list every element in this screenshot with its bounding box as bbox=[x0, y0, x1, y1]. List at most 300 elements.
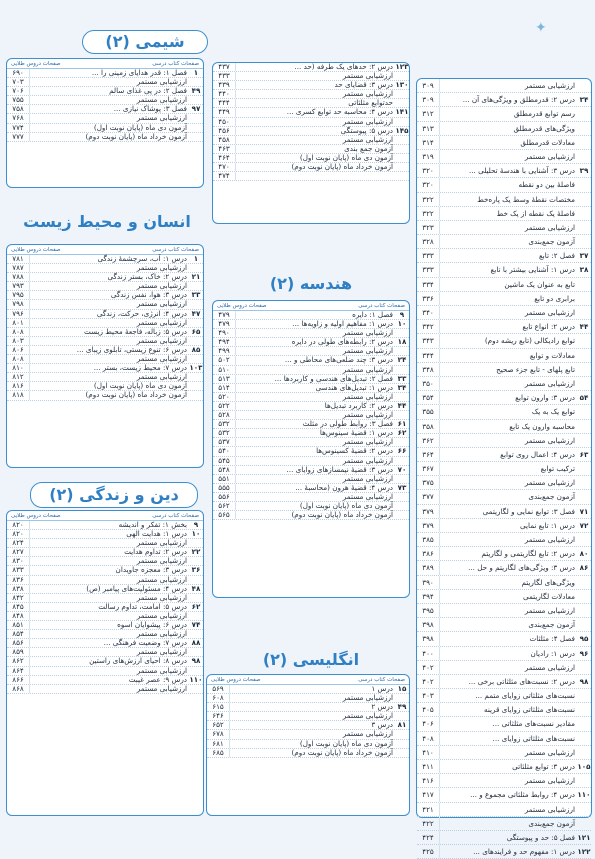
gold-page-number: ۵۶۵ bbox=[213, 511, 236, 519]
book-page-number: ۲۲ bbox=[191, 547, 201, 557]
lesson-title: معادلات قدرمطلق bbox=[520, 137, 575, 147]
lesson-title: ارزشیابی مستمر bbox=[524, 81, 575, 90]
toc-row bbox=[417, 675, 591, 689]
toc-row bbox=[417, 788, 591, 802]
geometry-title: هندسه (۲) bbox=[269, 274, 353, 293]
gold-page-number: ۳۵۸ bbox=[417, 420, 440, 433]
lesson-title: درس ۱: قضیهٔ سینوس‌ها bbox=[319, 428, 393, 438]
toc-row bbox=[417, 561, 591, 575]
toc-row bbox=[417, 576, 591, 590]
lesson-title: درس ۲: تابع لگاریتمی و لگاریتم bbox=[481, 549, 575, 559]
lesson-title: ارزشیابی مستمر bbox=[136, 647, 187, 657]
lesson-title: ارزشیابی مستمر bbox=[342, 89, 393, 99]
lesson-title: آزمون جمع‌بندی bbox=[528, 492, 575, 502]
gold-page-number: ۵۴۰ bbox=[213, 447, 236, 455]
toc-row bbox=[417, 519, 591, 533]
lesson-title: درس ۲: قضیهٔ کسینوس‌ها bbox=[316, 446, 393, 456]
book-page-number: ۶۶ bbox=[397, 446, 407, 456]
header-book-pages: صفحات کتاب درسی bbox=[358, 303, 405, 309]
gold-page-number: ۸۴۵ bbox=[7, 603, 30, 611]
toc-row bbox=[213, 172, 409, 181]
gold-page-number: ۸۲۴ bbox=[7, 539, 30, 547]
lesson-title: فصل ۳: روابط طولی در مثلث bbox=[302, 419, 393, 429]
toc-row bbox=[417, 831, 591, 845]
lesson-title: ارزشیابی مستمر bbox=[524, 151, 575, 161]
gold-page-number: ۴۷۰ bbox=[213, 163, 236, 171]
toc-row bbox=[417, 164, 591, 178]
gold-page-number: ۳۲۲ bbox=[417, 193, 440, 206]
lesson-title: درس ۶: تنوع زیستی، تابلوی زیبای ... bbox=[76, 344, 187, 354]
lesson-title: ارزشیابی مستمر bbox=[342, 328, 393, 338]
toc-row bbox=[417, 221, 591, 235]
gold-page-number: ۴۰۲ bbox=[417, 675, 440, 688]
lesson-title: ارزشیابی مستمر bbox=[136, 372, 187, 382]
toc-row bbox=[417, 476, 591, 490]
gold-page-number: ۳۴۸ bbox=[417, 363, 440, 376]
gold-page-number: ۳۹۴ bbox=[417, 590, 440, 603]
lesson-title: درس ۷: محیط زیست، بستر ... bbox=[93, 363, 187, 373]
lesson-title: ارزشیابی مستمر bbox=[524, 478, 575, 488]
gold-page-number: ۴۴۴ bbox=[213, 99, 236, 107]
gold-page-number: ۸۵۱ bbox=[7, 621, 30, 629]
toc-row bbox=[417, 363, 591, 377]
gold-page-number: ۵۳۲ bbox=[213, 429, 236, 437]
gold-page-number: ۳۴۲ bbox=[417, 320, 440, 333]
english-title: انگلیسی (۲) bbox=[262, 650, 360, 669]
lesson-title: درس ۴: محاسبه حد توابع کسری ... bbox=[286, 107, 393, 117]
toc-row bbox=[417, 604, 591, 618]
gold-page-number: ۴۹۹ bbox=[213, 347, 236, 355]
lesson-title: درس ۲: تداوم هدایت bbox=[124, 547, 187, 557]
lesson-title: ارزشیابی مستمر bbox=[136, 610, 187, 620]
book-page-number: ۱۳۰ bbox=[395, 80, 409, 90]
gold-page-number: ۳۹۸ bbox=[417, 618, 440, 631]
gold-page-number: ۴۶۳ bbox=[213, 145, 236, 153]
section-title-tag bbox=[30, 482, 198, 508]
book-page-number: ۷۲ bbox=[579, 520, 589, 530]
lesson-title: درس ۵: پیوستگی bbox=[340, 125, 393, 135]
toc-row bbox=[213, 163, 409, 172]
gold-page-number: ۵۱۳ bbox=[213, 375, 236, 383]
gold-page-number: ۸۰۶ bbox=[7, 346, 30, 354]
lesson-title: معادلات و توابع bbox=[529, 350, 575, 360]
lesson-title: ارزشیابی مستمر bbox=[342, 116, 393, 126]
gold-page-number: ۳۶۷ bbox=[417, 462, 440, 475]
lesson-title: ارزشیابی مستمر bbox=[342, 437, 393, 447]
gold-page-number: ۳۹۸ bbox=[417, 632, 440, 645]
toc-row bbox=[417, 107, 591, 121]
lesson-title: مقادیر نسبت‌های مثلثاتی ... bbox=[492, 719, 575, 729]
lesson-title: توابع یک به یک bbox=[531, 407, 575, 417]
lesson-title: آزمون خرداد ماه (پایان نوبت دوم) bbox=[85, 390, 187, 400]
lesson-title: ارزشیابی مستمر bbox=[342, 455, 393, 465]
lesson-title: درس ۳: وارون توابع bbox=[515, 393, 575, 403]
gold-page-number: ۶۷۸ bbox=[207, 730, 230, 738]
lesson-title: درس ۱ bbox=[371, 684, 393, 693]
lesson-title: ارزشیابی مستمر bbox=[342, 491, 393, 501]
lesson-title: درس ۲ bbox=[371, 702, 393, 712]
lesson-title: درس ۱: مفاهیم اولیه و زاویه‌ها ... bbox=[292, 319, 393, 329]
gold-page-number: ۴۵۸ bbox=[213, 136, 236, 144]
toc-row bbox=[7, 133, 203, 142]
gold-page-number: ۳۱۴ bbox=[417, 136, 440, 149]
lesson-title: فصل ۳: پوشاک نیازی ... bbox=[113, 104, 187, 114]
gold-page-number: ۳۱۳ bbox=[417, 122, 440, 135]
lesson-title: درس ۲: انواع تابع bbox=[522, 322, 575, 332]
book-page-number: ۸۵ bbox=[191, 344, 201, 354]
toc-row bbox=[417, 306, 591, 320]
lesson-title: آزمون جمع‌بندی bbox=[528, 620, 575, 630]
book-page-number: ۹۸ bbox=[579, 676, 589, 686]
gold-page-number: ۳۰۹ bbox=[417, 79, 440, 92]
gold-page-number: ۴۰۰ bbox=[417, 647, 440, 660]
lesson-title: آزمون دی ماه (پایان نوبت اول) bbox=[93, 381, 187, 391]
gold-page-number: ۳۴۳ bbox=[417, 334, 440, 347]
toc-row bbox=[417, 207, 591, 221]
book-page-number: ۱ bbox=[193, 254, 199, 263]
book-page-number: ۹ bbox=[193, 520, 199, 529]
lesson-title: درس ۴: روابط مثلثاتی مجموع و ... bbox=[470, 790, 575, 800]
gold-page-number: ۷۵۵ bbox=[7, 96, 30, 104]
gold-page-number: ۸۰۸ bbox=[7, 355, 30, 363]
toc-row bbox=[417, 774, 591, 788]
lesson-title: درس ۳: چند ضلعی‌های محاطی و ... bbox=[284, 355, 393, 365]
gold-page-number: ۸۱۲ bbox=[7, 373, 30, 381]
gold-page-number: ۴۱۱ bbox=[417, 760, 440, 773]
lesson-title: برابری دو تابع bbox=[534, 293, 575, 303]
toc-row bbox=[417, 505, 591, 519]
gold-page-number: ۸۳۶ bbox=[7, 576, 30, 584]
toc-row bbox=[417, 263, 591, 277]
gold-page-number: ۳۲۸ bbox=[417, 235, 440, 248]
book-page-number: ۴۹ bbox=[191, 86, 201, 96]
lesson-title: ارزشیابی مستمر bbox=[342, 729, 393, 739]
lesson-title: آزمون خرداد ماه (پایان نوبت دوم) bbox=[291, 162, 393, 172]
lesson-title: آزمون دی ماه (پایان نوبت اول) bbox=[299, 738, 393, 748]
toc-row bbox=[417, 703, 591, 717]
toc-row bbox=[417, 391, 591, 405]
gold-page-number: ۸۶۴ bbox=[7, 667, 30, 675]
geometry-toc-table bbox=[212, 300, 410, 598]
gold-page-number: ۴۳۷ bbox=[213, 63, 236, 71]
gold-page-number: ۴۲۴ bbox=[417, 831, 440, 844]
gold-page-number: ۵۲۲ bbox=[213, 402, 236, 410]
gold-page-number: ۳۲۰ bbox=[417, 178, 440, 191]
book-page-number: ۶۲ bbox=[191, 601, 201, 611]
lesson-title: نسبت‌های مثلثاتی زوایای ... bbox=[492, 733, 575, 743]
gold-page-number: ۳۳۴ bbox=[417, 278, 440, 291]
lesson-title: درس ۶: پیشوایان اسوه bbox=[117, 620, 187, 630]
lesson-title: آزمون خرداد ماه (پایان نوبت دوم) bbox=[85, 131, 187, 141]
gold-page-number: ۷۵۸ bbox=[7, 105, 30, 113]
gold-page-number: ۴۴۰ bbox=[213, 90, 236, 98]
gold-page-number: ۳۳۶ bbox=[417, 292, 440, 305]
gold-page-number: ۳۸۹ bbox=[417, 561, 440, 574]
book-page-number: ۱ bbox=[193, 68, 199, 77]
lesson-title: درس ۳ bbox=[371, 720, 393, 730]
gold-page-number: ۴۳۹ bbox=[213, 81, 236, 89]
gold-page-number: ۴۱۷ bbox=[417, 788, 440, 801]
lesson-title: درس ۳: آشنایی با هندسهٔ تحلیلی ... bbox=[468, 166, 575, 176]
chemistry-title: شیمی (۲) bbox=[105, 32, 185, 51]
gold-page-number: ۵۳۷ bbox=[213, 438, 236, 446]
lesson-title: درس ۳: ویژگی‌های لگاریتم و حل ... bbox=[468, 563, 575, 573]
toc-row bbox=[417, 93, 591, 107]
gold-page-number: ۸۲۰ bbox=[7, 530, 30, 538]
lesson-title: درس ۳: هوا، نفس زندگی bbox=[110, 290, 187, 300]
toc-row bbox=[417, 732, 591, 746]
gold-page-number: ۷۸۸ bbox=[7, 273, 30, 281]
toc-row bbox=[417, 746, 591, 760]
gold-page-number: ۸۰۱ bbox=[7, 319, 30, 327]
gold-page-number: ۸۶۸ bbox=[7, 685, 30, 693]
gold-page-number: ۳۵۰ bbox=[417, 377, 440, 390]
book-page-number: ۷۳ bbox=[397, 482, 407, 492]
book-page-number: ۹۸ bbox=[191, 656, 201, 666]
religion-toc-table bbox=[6, 510, 204, 816]
lesson-title: آزمون جمع‌بندی bbox=[528, 237, 575, 247]
gold-page-number: ۸۳۰ bbox=[7, 557, 30, 565]
gold-page-number: ۳۹۵ bbox=[417, 604, 440, 617]
toc-row bbox=[417, 760, 591, 774]
lesson-title: درس ۱: تبدیل‌های هندسی bbox=[315, 382, 393, 392]
gold-page-number: ۳۴۴ bbox=[417, 349, 440, 362]
gold-page-number: ۴۳۳ bbox=[213, 72, 236, 80]
lesson-title: ارزشیابی مستمر bbox=[342, 473, 393, 483]
lesson-title: معادلات لگاریتمی bbox=[523, 591, 575, 601]
lesson-title: نسبت‌های مثلثاتی زوایای متمم ... bbox=[475, 691, 575, 701]
gold-page-number: ۴۰۶ bbox=[417, 717, 440, 730]
gold-page-number: ۳۳۳ bbox=[417, 263, 440, 276]
gold-page-number: ۴۲۵ bbox=[417, 845, 440, 858]
gold-page-number: ۵۶۹ bbox=[207, 685, 230, 693]
lesson-title: فصل ۵: حد و پیوستگی bbox=[506, 832, 575, 842]
toc-row bbox=[417, 249, 591, 263]
lesson-title: فصل ۴: مثلثات bbox=[529, 634, 575, 644]
gold-page-number: ۸۵۶ bbox=[7, 639, 30, 647]
gold-page-number: ۸۰۸ bbox=[7, 328, 30, 336]
gold-page-number: ۸۶۲ bbox=[7, 657, 30, 665]
gold-page-number: ۶۰۸ bbox=[207, 694, 230, 702]
gold-page-number: ۳۹۰ bbox=[417, 576, 440, 589]
toc-row bbox=[417, 803, 591, 817]
gold-page-number: ۳۴۰ bbox=[417, 306, 440, 319]
toc-row bbox=[417, 590, 591, 604]
toc-row bbox=[417, 420, 591, 434]
book-page-number: ۳۳ bbox=[191, 290, 201, 300]
lesson-title: درس ۱: هدایت الهی bbox=[126, 529, 187, 539]
gold-page-number: ۳۲۳ bbox=[417, 221, 440, 234]
lesson-title: رسم توابع قدرمطلق bbox=[513, 109, 575, 119]
gold-page-number: ۴۰۵ bbox=[417, 703, 440, 716]
gold-page-number: ۷۸۱ bbox=[7, 255, 30, 263]
header-book-pages: صفحات کتاب درسی bbox=[152, 61, 199, 67]
lesson-title: ارزشیابی مستمر bbox=[136, 281, 187, 291]
lesson-title: آزمون جمع‌بندی bbox=[528, 818, 575, 828]
toc-row bbox=[417, 717, 591, 731]
lesson-title: ارزشیابی مستمر bbox=[342, 364, 393, 374]
lesson-title: درس ۲: حدهای یک طرفه (حد ... bbox=[294, 62, 393, 71]
lesson-title: ترکیب توابع bbox=[540, 464, 575, 474]
book-page-number: ۱۵ bbox=[397, 684, 407, 693]
lesson-title: ارزشیابی مستمر bbox=[524, 535, 575, 544]
lesson-title: درس ۴: مسئولیت‌های پیامبر (ص) bbox=[86, 583, 187, 593]
lesson-title: ارزشیابی مستمر bbox=[524, 222, 575, 232]
toc-row bbox=[417, 193, 591, 207]
gold-page-number: ۳۶۲ bbox=[417, 434, 440, 447]
toc-row bbox=[417, 79, 591, 93]
gold-page-number: ۳۱۹ bbox=[417, 150, 440, 163]
gold-page-number: ۷۰۳ bbox=[7, 78, 30, 86]
toc-row bbox=[417, 334, 591, 348]
book-page-number: ۹۵ bbox=[579, 634, 589, 644]
toc-row bbox=[417, 632, 591, 646]
lesson-title: محاسبه وارون یک تابع bbox=[509, 421, 575, 431]
book-page-number: ۳۷ bbox=[579, 251, 589, 261]
gold-page-number: ۵۱۰ bbox=[213, 366, 236, 374]
book-page-number: ۴۷ bbox=[191, 308, 201, 318]
lesson-title: ارزشیابی مستمر bbox=[524, 804, 575, 814]
gold-page-number: ۸۰۳ bbox=[7, 337, 30, 345]
toc-row bbox=[7, 391, 203, 400]
book-page-number: ۱۴۵ bbox=[395, 125, 409, 135]
gold-page-number: ۴۷۴ bbox=[213, 172, 236, 180]
toc-row bbox=[417, 661, 591, 675]
toc-row bbox=[417, 122, 591, 136]
gold-page-number: ۶۱۵ bbox=[207, 703, 230, 711]
lesson-title: درس ۲: رابطه‌های طولی در دایره bbox=[291, 337, 393, 347]
book-page-number: ۷۱ bbox=[579, 506, 589, 516]
toc-row bbox=[417, 235, 591, 249]
lesson-title: درس ۲: خاک، بستر زندگی bbox=[107, 272, 187, 282]
gold-page-number: ۳۲۰ bbox=[417, 164, 440, 177]
book-page-number: ۱۱۰ bbox=[189, 674, 203, 684]
lesson-title: آزمون دی ماه (پایان نوبت اول) bbox=[299, 152, 393, 162]
lesson-title: حدتوابع مثلثاتی bbox=[348, 98, 393, 108]
gold-page-number: ۶۸۵ bbox=[207, 749, 230, 757]
gold-page-number: ۳۷۹ bbox=[417, 505, 440, 518]
lesson-title: ارزشیابی مستمر bbox=[136, 317, 187, 327]
book-page-number: ۵۴ bbox=[579, 393, 589, 403]
book-page-number: ۴۴ bbox=[579, 322, 589, 332]
lesson-title: ارزشیابی مستمر bbox=[524, 662, 575, 672]
gold-page-number: ۵۲۸ bbox=[213, 411, 236, 419]
lesson-title: ارزشیابی مستمر bbox=[342, 134, 393, 144]
environment-title: انسان و محیط زیست bbox=[23, 212, 191, 231]
book-page-number: ۱۲۱ bbox=[577, 832, 591, 842]
lesson-title: درس ۳: معجزه جاویدان bbox=[115, 565, 187, 575]
environment-toc-table bbox=[6, 244, 204, 468]
gold-page-number: ۸۱۰ bbox=[7, 364, 30, 372]
lesson-title: فصل ۳: توابع نمایی و لگاریتمی bbox=[482, 506, 575, 516]
gold-page-number: ۳۵۴ bbox=[417, 391, 440, 404]
lesson-title: ارزشیابی مستمر bbox=[136, 113, 187, 123]
toc-row bbox=[417, 405, 591, 419]
header-book-pages: صفحات کتاب درسی bbox=[152, 513, 199, 519]
gold-page-number: ۳۸۶ bbox=[417, 547, 440, 560]
lesson-title: درس ۵: زباله، فاجعهٔ محیط زیست bbox=[83, 326, 187, 336]
gold-page-number: ۸۵۹ bbox=[7, 648, 30, 656]
book-page-number: ۱۲۲ bbox=[577, 847, 591, 857]
lesson-title: ارزشیابی مستمر bbox=[524, 308, 575, 317]
toc-row bbox=[417, 490, 591, 504]
lesson-title: درس ۳: قضایای حد bbox=[334, 80, 393, 90]
gold-page-number: ۴۱۰ bbox=[417, 746, 440, 759]
lesson-title: آزمون دی ماه (پایان نوبت اول) bbox=[299, 500, 393, 510]
lesson-title: فصل ۲: در پی غذای سالم bbox=[109, 86, 187, 96]
book-page-number: ۶۲ bbox=[397, 428, 407, 438]
gold-page-number: ۳۷۵ bbox=[417, 476, 440, 489]
lesson-title: درس ۱: تابع نمایی bbox=[520, 520, 575, 530]
lesson-title: درس ۳: قضیهٔ نیمسازهای زوایای ... bbox=[286, 464, 393, 474]
gold-page-number: ۸۱۸ bbox=[7, 391, 30, 399]
gold-page-number: ۳۷۷ bbox=[417, 490, 440, 503]
toc-row bbox=[417, 547, 591, 561]
lesson-title: ارزشیابی مستمر bbox=[342, 391, 393, 401]
gold-page-number: ۵۲۰ bbox=[213, 393, 236, 401]
gold-page-number: ۸۳۸ bbox=[7, 585, 30, 593]
lesson-title: ارزشیابی مستمر bbox=[524, 435, 575, 445]
book-page-number: ۹۷ bbox=[191, 104, 201, 114]
gold-page-number: ۴۵۶ bbox=[213, 127, 236, 135]
header-gold-pages: صفحات دروس طلایی bbox=[217, 303, 267, 309]
lesson-title: درس ۴: اعمال روی توابع bbox=[500, 449, 575, 459]
lesson-title: ارزشیابی مستمر bbox=[136, 592, 187, 602]
book-page-number: ۸۰ bbox=[579, 549, 589, 559]
lesson-title: درس ۸: احیای ارزش‌های راستین bbox=[89, 656, 187, 666]
lesson-title: درس ۵: امامت، تداوم رسالت bbox=[98, 601, 187, 611]
toc-row bbox=[7, 685, 203, 694]
toc-row bbox=[417, 434, 591, 448]
gold-page-number: ۴۱۶ bbox=[417, 774, 440, 787]
book-page-number: ۹۶ bbox=[579, 648, 589, 658]
lesson-title: درس ۲: کاربرد تبدیل‌ها bbox=[324, 400, 393, 410]
lesson-title: درس ۷: وضعیت فرهنگی ... bbox=[103, 638, 187, 648]
gold-page-number: ۸۶۶ bbox=[7, 676, 30, 684]
gold-page-number: ۵۰۲ bbox=[213, 356, 236, 364]
gold-page-number: ۵۴۵ bbox=[213, 457, 236, 465]
gold-page-number: ۴۰۲ bbox=[417, 661, 440, 674]
header-gold-pages: صفحات دروس طلایی bbox=[211, 677, 261, 683]
lesson-title: ارزشیابی مستمر bbox=[342, 711, 393, 721]
gold-page-number: ۴۲۲ bbox=[417, 817, 440, 830]
toc-row bbox=[417, 533, 591, 547]
book-page-number: ۳۶ bbox=[191, 565, 201, 575]
toc-row bbox=[417, 817, 591, 831]
gold-page-number: ۳۳۳ bbox=[417, 249, 440, 262]
lesson-title: ارزشیابی مستمر bbox=[136, 299, 187, 309]
section-title-tag bbox=[82, 30, 208, 54]
lesson-title: فصل ۱: قدر هدایای زمینی را ... bbox=[91, 68, 187, 77]
gold-page-number: ۳۵۵ bbox=[417, 405, 440, 418]
gold-page-number: ۵۵۶ bbox=[213, 493, 236, 501]
lesson-title: نسبت‌های مثلثاتی زوایای قرینه bbox=[483, 705, 575, 715]
gold-page-number: ۵۵۱ bbox=[213, 475, 236, 483]
toc-row bbox=[417, 136, 591, 150]
lesson-title: ارزشیابی مستمر bbox=[136, 556, 187, 566]
book-page-number: ۴۸ bbox=[191, 583, 201, 593]
gold-page-number: ۶۵۲ bbox=[207, 721, 230, 729]
lesson-title: ارزشیابی مستمر bbox=[342, 346, 393, 356]
book-page-number: ۳۹ bbox=[579, 166, 589, 176]
lesson-title: توابع رادیکالی (تابع ریشه دوم) bbox=[484, 336, 575, 346]
lesson-title: آزمون خرداد ماه (پایان نوبت دوم) bbox=[291, 747, 393, 757]
lesson-title: آزمون خرداد ماه (پایان نوبت دوم) bbox=[291, 510, 393, 520]
book-page-number: ۷۴ bbox=[191, 620, 201, 630]
gold-page-number: ۸۴۸ bbox=[7, 612, 30, 620]
header-gold-pages: صفحات دروس طلایی bbox=[11, 247, 61, 253]
header-book-pages: صفحات کتاب درسی bbox=[358, 677, 405, 683]
